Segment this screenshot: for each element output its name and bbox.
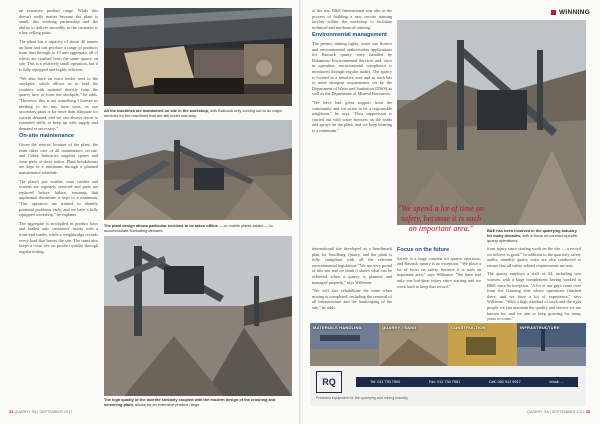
article-column-4: [312, 8, 392, 244]
photo-caption: The plant design allows particular sections to be taken offline — or mobile plants added — to accommodate fluctuating demand.: [104, 223, 273, 233]
footer-publication: QUARRY SA | SEPTEMBER 2017: [526, 410, 585, 414]
paragraph: an extensive product range. While this doesn't really matter because the plant is small, this working partnership and the ability to deliver smoothly to the customer is a key selling point.: [19, 8, 98, 36]
quarry-plant-photo: [397, 20, 586, 225]
section-marker-icon: [551, 10, 556, 15]
subheading: On-site maintenance: [19, 133, 75, 140]
paragraph: Given the remote location of the plant, the team takes care of all maintenance on-site, and Cobra Industries supplies spares and wear parts at short notice. Plant breakdowns are kept to a minimum through a planned maintenance schedule.: [19, 142, 98, 176]
article-column-5: [312, 246, 392, 322]
article-column-1: [19, 8, 98, 400]
ad-tile-label: CONSTRUCTION: [451, 325, 486, 330]
subheading: Focus on the future: [397, 247, 450, 253]
workshop-photo: [104, 8, 292, 106]
article-column-7: [487, 246, 581, 322]
plant-overview-photo: [104, 120, 292, 220]
ad-tagline: Precision equipment for the quarrying and mining industry: [316, 396, 408, 400]
advertisement[interactable]: [310, 323, 586, 406]
conveyor-stockpile-photo: [104, 236, 292, 396]
ad-tile-label: QUARRY / SAND: [382, 325, 417, 330]
ad-tile-label: MATERIALS HANDLING: [313, 325, 362, 330]
phone-number: Tel: 011 730 7500: [370, 380, 401, 384]
paragraph: "We have had great support from the community and we strive to be a responsible neighbour," he says. "Dust suppression is carried out with water bowsers on the roads and sprays on the plant, and we keep blasting to a minimum.": [312, 99, 392, 133]
paragraph: Safety is a huge concern for quarry operators, and Bassack quarry is no exception. "We place a lot of focus on safety, because it is such an important area," says Willemse. "We have had only one lost-time injury since starting and we work hard to keep that record.": [397, 255, 481, 289]
pull-quote: "We spend a lot of time on safety, because it is such an important area.": [398, 204, 484, 233]
section-label: WINNING: [559, 9, 590, 16]
ad-contact-strip: [356, 377, 578, 387]
paragraph: The permit, mining rights, water use licence and environmental authorisation applications for Bassack quarry were handled by Bokamoso Environmental Services and, once in operation, environmental compliance is monitored through regular audits. The quarry is located in a sensitive area and as such has to meet stringent requirements set by the Department of Water and Sanitation (DWS) as well as the Department of Mineral Resources.: [312, 40, 392, 97]
ad-tile: [310, 323, 379, 366]
article-column-6: [397, 246, 481, 322]
paragraph: from injury since starting work on the site — a record we believe is good." In addition to the quarterly safety audits, monthly quarry visits are also conducted to ensure that all safety related requirements are met.: [487, 246, 581, 268]
ad-tile-label: INFRASTRUCTURE: [520, 325, 560, 330]
footer-right: [527, 410, 590, 414]
paragraph: The plant has a capacity of about 40 tonnes an hour and can produce a range of products from dust through to 19 mm aggregate, all of which are crushed from the same quarry on site. This is a relatively small operation, but it is fully equipped and highly efficient.: [19, 38, 98, 72]
page-number: 32: [9, 410, 14, 414]
paragraph: The quarry employs a staff of 34, including two women, with a large complement having worked at B&E since its inception. "A lot of our guys come over from the Gauteng side where operations finished there, and we have a lot of experience," says Willemse. "With a high standard of work and the right people we can maintain the quality and service we are known for, and we aim to keep growing for many years to come.": [487, 271, 581, 322]
subheading: Environmental management: [312, 32, 387, 39]
fax-number: Fax: 011 730 7581: [428, 380, 461, 384]
cell-number: Cell: 082 912 9917: [488, 380, 521, 384]
photo-caption: The high quality of the dolerite similarly coupled with the modern design of the crushing and screening plant, allows for an extensive product range.: [104, 397, 276, 407]
section-tag: [551, 9, 590, 16]
photo-caption: All the machines are maintained on site in the workshop, with Babcock only coming out to do major services for the machines that are still under warranty.: [104, 108, 282, 118]
photo-caption: B&E has been involved in the quarrying industry for many decades, with a focus on contract-specific quarry operations.: [487, 228, 578, 243]
page-gutter: [299, 0, 301, 424]
ad-tile: [448, 323, 517, 366]
paragraph: "We also have an extra feeder next to the stockpile, which allows us to load the crushers with material directly from the quarry face or from the stockpile," he adds. "However, this is not something I foresee us needing to do any time soon, as our secondary plant is far more than adequate for current demand, and we can always resort to extended shifts to keep up with supply and demand as necessary.": [19, 75, 98, 131]
ad-tile: [517, 323, 586, 366]
paragraph: The plant's jaw crusher, cone crusher and screens are regularly serviced and parts are replaced before failure, ensuring that unplanned downtime is kept to a minimum. "Our operators are trained to identify potential problems early, and we have a fully equipped workshop," he explains.: [19, 178, 98, 218]
email-address[interactable]: email: ...: [549, 380, 564, 384]
paragraph: of the site, B&E International was also in the process of building a new on-site training facility within the workshop to facilitate technical and mechanical training.: [312, 8, 392, 30]
paragraph: The aggregate is stockpiled in product bays and loaded onto customers' trucks with a front-end loader, while a weighbridge records every load that leaves the site. The team also keeps a close eye on product quality through regular testing.: [19, 220, 98, 254]
ad-tile: [379, 323, 448, 366]
footer-left: [9, 410, 72, 414]
paragraph: international site developed as a benchmark plan for Sasolburg Quarry, and the plant is fully compliant with all the relevant environmental legislation. "We are very proud of this site and we think it shows what can be achieved when a quarry is planned and managed properly," says Willemse.: [312, 246, 392, 285]
paragraph: "We will also rehabilitate the mine when mining is completed, including the removal of all infrastructure and the landscaping of the site," he adds.: [312, 288, 392, 310]
brand-logo: RQ: [316, 371, 342, 393]
ad-contact-bar: [310, 366, 586, 406]
page-number: 33: [585, 410, 590, 414]
footer-publication: QUARRY SA | SEPTEMBER 2017: [14, 410, 73, 414]
